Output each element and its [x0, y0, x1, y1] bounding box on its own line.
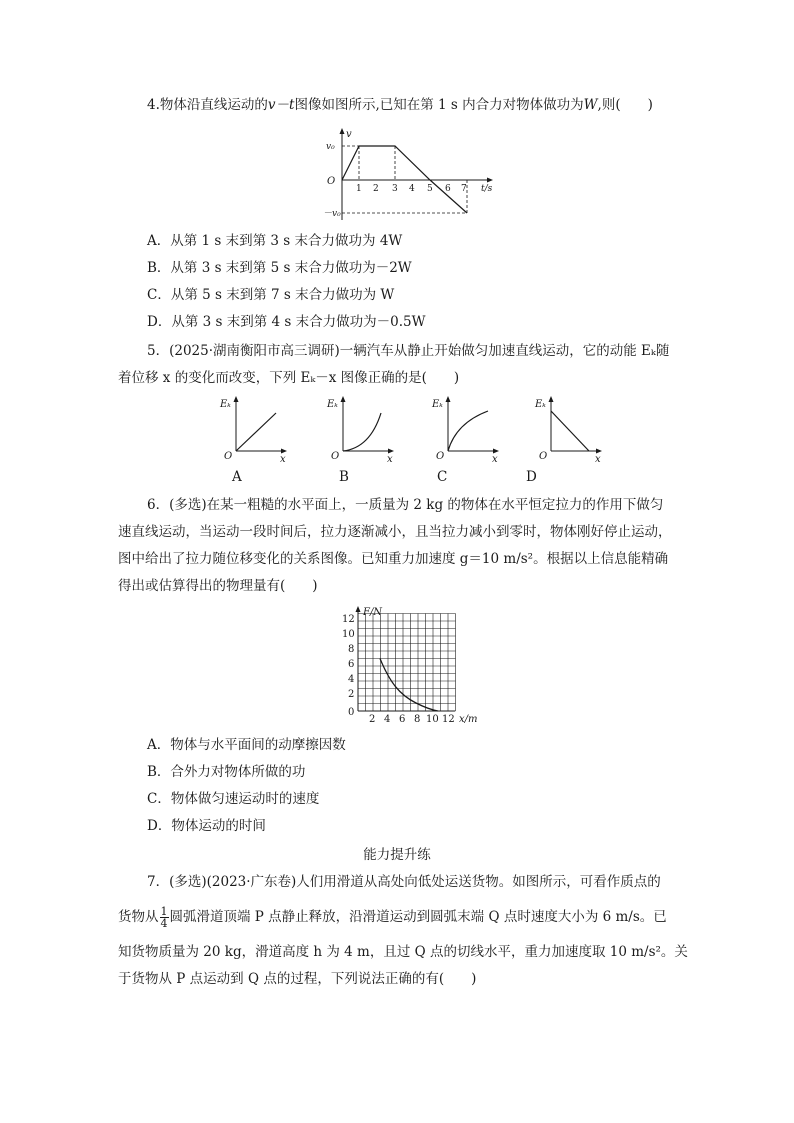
q6-stem-line1: 6．(多选)在某一粗糙的水平面上，一质量为 2 kg 的物体在水平恒定拉力的作用下做匀	[147, 497, 664, 513]
q6-y-tick: 12	[342, 614, 355, 625]
q5-graph-c-y-label: Eₖ	[432, 399, 443, 410]
q5-graph-b	[325, 393, 400, 463]
q5-stem-line2: 着位移 x 的变化而改变，下列 Eₖ－x 图像正确的是( )	[118, 370, 460, 386]
q6-y-tick: 8	[348, 644, 355, 655]
q6-force-graph	[338, 603, 488, 725]
q4-tick: 1	[356, 184, 362, 194]
q4-tick: 4	[409, 184, 415, 194]
q4-v0-label: v₀	[326, 142, 335, 152]
q5-option-d-label: D	[526, 469, 537, 485]
q5-graph-d-y-label: Eₖ	[535, 399, 546, 410]
q4-option-d: D．从第 3 s 末到第 4 s 末合力做功为－0.5W	[147, 314, 426, 330]
q6-x-tick: 12	[442, 714, 455, 725]
q6-option-c: C．物体做匀速运动时的速度	[147, 791, 320, 807]
q4-origin: O	[327, 176, 336, 187]
q7-stem-line3: 知货物质量为 20 kg，滑道高度 h 为 4 m，且过 Q 点的切线水平，重力加速度取 10 m/s²。关	[118, 944, 688, 960]
q7-stem-line1: 7．(多选)(2023·广东卷)人们用滑道从高处向低处运送货物。如图所示，可看作质点的	[147, 874, 661, 890]
q5-graph-b-y-label: Eₖ	[327, 399, 338, 410]
q5-graph-d	[533, 393, 608, 463]
q4-option-c: C．从第 5 s 末到第 7 s 末合力做功为 W	[147, 287, 395, 303]
q6-y-tick: 6	[348, 659, 355, 670]
q6-x-tick: 6	[399, 714, 406, 725]
q5-graph-a-y-label: Eₖ	[220, 399, 231, 410]
q5-graph-c	[430, 393, 505, 463]
q5-graph-a	[218, 393, 293, 463]
q4-vt-graph	[320, 125, 510, 225]
q6-x-tick: 10	[426, 714, 439, 725]
q4-tick: 5	[427, 184, 433, 194]
q6-origin: 0	[348, 707, 355, 718]
q6-y-tick: 10	[342, 629, 355, 640]
q7-stem-line4: 于货物从 P 点运动到 Q 点的过程，下列说法正确的有( )	[118, 971, 477, 987]
q5-stem-line1: 5．(2025·湖南衡阳市高三调研)一辆汽车从静止开始做匀加速直线运动，它的动能 Eₖ随	[147, 343, 670, 359]
q6-y-tick: 4	[348, 674, 355, 685]
q6-x-tick: 2	[369, 714, 376, 725]
q6-stem-line2: 速直线运动，当运动一段时间后，拉力逐渐减小，且当拉力减小到零时，物体刚好停止运动，	[118, 524, 672, 540]
q4-option-a: A．从第 1 s 末到第 3 s 末合力做功为 4W	[147, 233, 403, 249]
q5-option-c-label: C	[437, 469, 448, 485]
q6-x-tick: 4	[384, 714, 391, 725]
q6-stem-line3: 图中给出了拉力随位移变化的关系图像。已知重力加速度 g＝10 m/s²。根据以上信息能精确	[118, 551, 669, 567]
q5-graph-c-origin: O	[436, 451, 445, 462]
q4-tick: 3	[392, 184, 398, 194]
q6-x-label: x/m	[459, 714, 478, 725]
q5-graph-c-x-label: x	[492, 454, 498, 463]
q5-option-b-label: B	[339, 469, 349, 485]
q6-y-tick: 2	[348, 689, 355, 700]
q6-x-tick: 8	[414, 714, 421, 725]
q4-y-label: v	[346, 129, 352, 140]
q5-graph-a-origin: O	[224, 451, 233, 462]
q4-stem: 4.物体沿直线运动的v－t图像如图所示,已知在第 1 s 内合力对物体做功为W,则( )	[147, 97, 653, 113]
q4-option-b: B．从第 3 s 末到第 5 s 末合力做功为－2W	[147, 260, 412, 276]
q5-option-a-label: A	[232, 469, 242, 485]
quarter-fraction: $\frac{1}{4}$	[160, 905, 168, 930]
q4-x-label: t/s	[481, 184, 493, 194]
q6-stem-line4: 得出或估算得出的物理量有( )	[118, 578, 318, 594]
q5-graph-d-origin: O	[539, 451, 548, 462]
q7-stem-line2: 货物从 $\frac{1}{4}$ 圆弧滑道顶端 P 点静止释放，沿滑道运动到圆弧末端 Q 点时速度大小为 6 m/s。已	[118, 905, 667, 930]
q4-tick: 7	[461, 184, 467, 194]
q5-graph-d-x-label: x	[595, 454, 601, 463]
q6-option-d: D．物体运动的时间	[147, 818, 266, 834]
q6-y-label: F/N	[363, 607, 383, 618]
q4-neg-v0-label: －v₀	[323, 209, 341, 219]
q5-graph-b-x-label: x	[387, 454, 393, 463]
q6-option-a: A．物体与水平面间的动摩擦因数	[147, 737, 346, 753]
q6-option-b: B．合外力对物体所做的功	[147, 764, 306, 780]
q4-tick: 6	[445, 184, 451, 194]
q4-tick: 2	[373, 184, 379, 194]
q5-graph-b-origin: O	[331, 451, 340, 462]
section-title: 能力提升练	[363, 847, 431, 863]
q5-graph-a-x-label: x	[280, 454, 286, 463]
